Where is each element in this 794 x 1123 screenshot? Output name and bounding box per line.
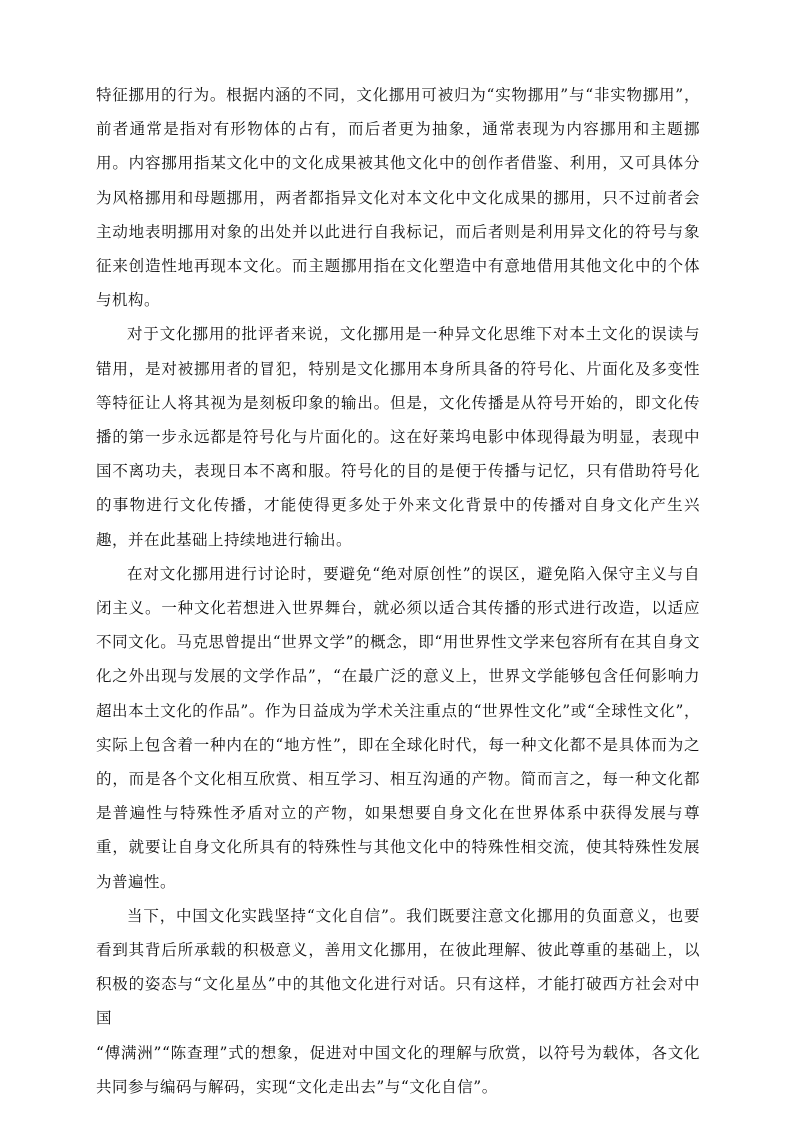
paragraph-1: 特征挪用的行为。根据内涵的不同，文化挪用可被归为“实物挪用”与“非实物挪用”，前者通常是指对有形物体的占有，而后者更为抽象，通常表现为内容挪用和主题挪用。内容挪用指某文化中的文化成果被其他文化中的创作者借鉴、利用，又可具体分为风格挪用和母题挪用，两者都指异文化对本文化中文化成果的挪用，只不过前者会主动地表明挪用对象的出处并以此进行自我标记，而后者则是利用异文化的符号与象征来创造性地再现本文化。而主题挪用指在文化塑造中有意地借用其他文化中的个体与机构。 [96,86,700,310]
document-page [96,78,700,1104]
paragraph-5: “傅满洲”“陈查理”式的想象，促进对中国文化的理解与欣赏，以符号为载体，各文化共同参与编码与解码，实现“文化走出去”与“文化自信”。 [96,1043,700,1096]
paragraph-3: 在对文化挪用进行讨论时，要避免“绝对原创性”的误区，避免陷入保守主义与自闭主义。一种文化若想进入世界舞台，就必须以适合其传播的形式进行改造，以适应不同文化。马克思曾提出“世界文学”的概念，即“用世界性文学来包容所有在其自身文化之外出现与发展的文学作品”，“在最广泛的意义上，世界文学能够包含任何影响力超出本土文化的作品”。作为日益成为学术关注重点的“世界性文化”或“全球性文化”，实际上包含着一种内在的“地方性”，即在全球化时代，每一种文化都不是具体而为之的，而是各个文化相互欣赏、相互学习、相互沟通的产物。简而言之，每一种文化都是普遍性与特殊性矛盾对立的产物，如果想要自身文化在世界体系中获得发展与尊重，就要让自身文化所具有的特殊性与其他文化中的特殊性相交流，使其特殊性发展为普遍性。 [96,564,700,891]
paragraph-4: 当下，中国文化实践坚持“文化自信”。我们既要注意文化挪用的负面意义，也要看到其背后所承载的积极意义，善用文化挪用，在彼此理解、彼此尊重的基础上，以积极的姿态与“文化星丛”中的其他文化进行对话。只有这样，才能打破西方社会对中国 [96,906,700,1028]
paragraph-2: 对于文化挪用的批评者来说，文化挪用是一种异文化思维下对本土文化的误读与错用，是对被挪用者的冒犯，特别是文化挪用本身所具备的符号化、片面化及多变性等特征让人将其视为是刻板印象的输出。但是，文化传播是从符号开始的，即文化传播的第一步永远都是符号化与片面化的。这在好莱坞电影中体现得最为明显，表现中国不离功夫，表现日本不离和服。符号化的目的是便于传播与记忆，只有借助符号化的事物进行文化传播，才能使得更多处于外来文化背景中的传播对自身文化产生兴趣，并在此基础上持续地进行输出。 [96,325,700,549]
